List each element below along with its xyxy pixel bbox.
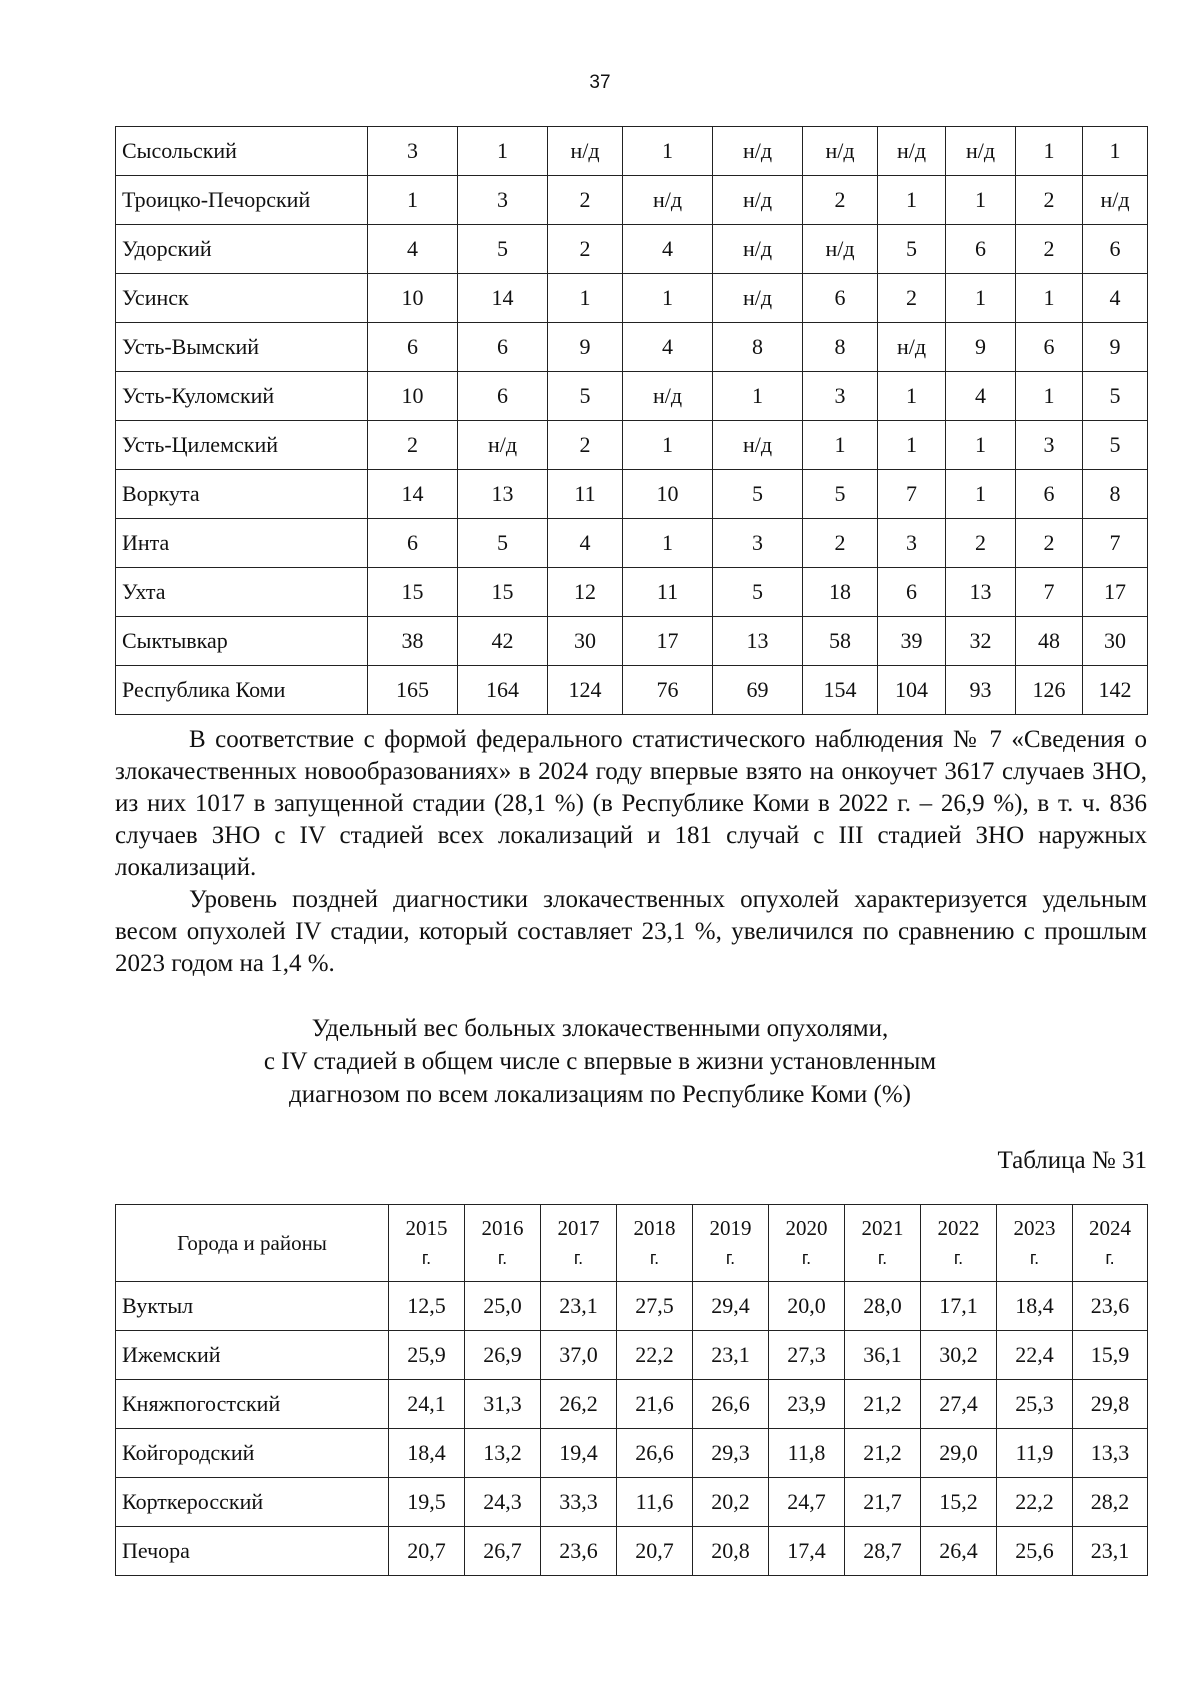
table-cell: 3 (368, 127, 458, 176)
row-name: Сыктывкар (116, 617, 368, 666)
caption-line-3: диагнозом по всем локализациям по Республике Коми (%) (289, 1081, 911, 1108)
header-year (845, 1205, 921, 1282)
table-cell: 29,8 (1073, 1380, 1148, 1429)
year-value: 2021 (861, 1216, 904, 1240)
table-cell: 18,4 (389, 1429, 465, 1478)
table-cell: 1 (946, 176, 1016, 225)
table-cell: 2 (368, 421, 458, 470)
table-cell: 23,6 (541, 1527, 617, 1576)
table-cell: 12 (548, 568, 623, 617)
table-cell: 3 (878, 519, 946, 568)
table-cell: 5 (1083, 421, 1148, 470)
table-cell: 3 (1016, 421, 1083, 470)
table-cell: н/д (803, 127, 878, 176)
table-cell: 17,4 (769, 1527, 845, 1576)
table-number-label: Таблица № 31 (997, 1147, 1147, 1174)
table-cell: 2 (803, 519, 878, 568)
table-cell: 26,6 (617, 1429, 693, 1478)
table-cell: 48 (1016, 617, 1083, 666)
table-cell: 21,7 (845, 1478, 921, 1527)
table-cell: 1 (1016, 372, 1083, 421)
stage-iv-share-table (115, 1204, 1148, 1576)
stage-iv-table-body (116, 1282, 1148, 1576)
table-cell: 14 (368, 470, 458, 519)
table-cell: 27,5 (617, 1282, 693, 1331)
table-cell: 1 (878, 372, 946, 421)
table-cell: 1 (946, 470, 1016, 519)
table-cell: н/д (713, 127, 803, 176)
table-cell: н/д (623, 372, 713, 421)
table-cell: 15 (368, 568, 458, 617)
table-cell: 22,2 (617, 1331, 693, 1380)
table-cell: 2 (1016, 225, 1083, 274)
table-cell: 5 (878, 225, 946, 274)
table-row (116, 225, 1148, 274)
table-cell: 11 (623, 568, 713, 617)
table-cell: н/д (878, 127, 946, 176)
table-cell: н/д (623, 176, 713, 225)
year-suffix: г. (1105, 1248, 1115, 1268)
table-cell: 26,4 (921, 1527, 997, 1576)
year-suffix: г. (877, 1248, 888, 1268)
paragraph-registration-text: В соответствие с формой федерального статистического наблюдения № 7 «Сведения о злокачественных новообразованиях» в 2024 году впервые взято на онкоучет 3617 случаев ЗНО, из них 1017 в запущенной стадии (28,1 %) (в Республике Коми в 2022 г. – 26,9 %), в т. ч. 836 случаев ЗНО с IV стадией всех локализаций и 181 случай с III стадией ЗНО наружных локализаций. (115, 726, 1147, 881)
table-cell: 1 (623, 421, 713, 470)
table-cell: 1 (458, 127, 548, 176)
table-cell: 1 (1016, 274, 1083, 323)
row-name: Койгородский (116, 1429, 389, 1478)
table-cell: 42 (458, 617, 548, 666)
table-cell: 15 (458, 568, 548, 617)
caption-line-2: с IV стадией в общем числе с впервые в жизни установленным (263, 1048, 937, 1075)
year-value: 2015 (405, 1216, 448, 1240)
table-cell: 104 (878, 666, 946, 715)
table-cell: 19,4 (541, 1429, 617, 1478)
row-name: Княжпогостский (116, 1380, 389, 1429)
table-cell: 26,9 (465, 1331, 541, 1380)
table-cell: 6 (803, 274, 878, 323)
year-suffix: г. (953, 1248, 964, 1268)
table-cell: 28,7 (845, 1527, 921, 1576)
table-cell: 38 (368, 617, 458, 666)
year-suffix: г. (573, 1248, 584, 1268)
table-cell: 126 (1016, 666, 1083, 715)
table-cell: 4 (548, 519, 623, 568)
table-cell: 10 (623, 470, 713, 519)
table-cell: 6 (1016, 323, 1083, 372)
cases-table-continued (115, 126, 1148, 715)
table-cell: н/д (713, 225, 803, 274)
table-cell: 25,6 (997, 1527, 1073, 1576)
year-value: 2023 (1013, 1216, 1056, 1240)
header-year (617, 1205, 693, 1282)
table-cell: 1 (623, 274, 713, 323)
table-cell: 1 (368, 176, 458, 225)
table-cell: 30 (1083, 617, 1148, 666)
table-cell: 4 (623, 323, 713, 372)
table-row (116, 1331, 1148, 1380)
table-caption (0, 1012, 1200, 1111)
table-cell: 9 (548, 323, 623, 372)
table-cell: 3 (458, 176, 548, 225)
table-row (116, 1527, 1148, 1576)
table-cell: 7 (1083, 519, 1148, 568)
table-cell: 13 (713, 617, 803, 666)
table-cell: 6 (878, 568, 946, 617)
table-cell: 13,2 (465, 1429, 541, 1478)
table-cell: 15,2 (921, 1478, 997, 1527)
table-cell: 27,4 (921, 1380, 997, 1429)
year-suffix: г. (649, 1248, 660, 1268)
table-cell: 4 (1083, 274, 1148, 323)
stage-iv-header-row (116, 1205, 1148, 1282)
row-name: Инта (116, 519, 368, 568)
header-year (693, 1205, 769, 1282)
table-cell: 6 (946, 225, 1016, 274)
row-name: Вуктыл (116, 1282, 389, 1331)
table-cell: 142 (1083, 666, 1148, 715)
year-suffix: г. (421, 1248, 432, 1268)
table-cell: 20,0 (769, 1282, 845, 1331)
table-cell: 20,7 (389, 1527, 465, 1576)
table-cell: 23,6 (1073, 1282, 1148, 1331)
header-year (769, 1205, 845, 1282)
table-cell: 31,3 (465, 1380, 541, 1429)
table-cell: 154 (803, 666, 878, 715)
table-row (116, 323, 1148, 372)
paragraph-late-diagnosis (115, 884, 1147, 980)
table-cell: н/д (458, 421, 548, 470)
year-suffix: г. (725, 1248, 736, 1268)
table-cell: 28,2 (1073, 1478, 1148, 1527)
year-value: 2017 (557, 1216, 600, 1240)
table-cell: 6 (458, 372, 548, 421)
row-name: Удорский (116, 225, 368, 274)
table-row (116, 1478, 1148, 1527)
row-name: Ижемский (116, 1331, 389, 1380)
table-cell: 8 (713, 323, 803, 372)
table-cell: 58 (803, 617, 878, 666)
table-cell: н/д (946, 127, 1016, 176)
header-year (541, 1205, 617, 1282)
table-cell: 15,9 (1073, 1331, 1148, 1380)
table-row (116, 274, 1148, 323)
table-row (116, 568, 1148, 617)
table-cell: 32 (946, 617, 1016, 666)
caption-line-1: Удельный вес больных злокачественными опухолями, (311, 1015, 889, 1042)
table-cell: 3 (803, 372, 878, 421)
table-cell: 24,1 (389, 1380, 465, 1429)
table-cell: 1 (623, 127, 713, 176)
table-cell: 13 (458, 470, 548, 519)
table-cell: 8 (803, 323, 878, 372)
table-cell: 6 (368, 519, 458, 568)
table-cell: 11,6 (617, 1478, 693, 1527)
table-cell: 2 (1016, 176, 1083, 225)
paragraph-registration (115, 724, 1147, 884)
table-cell: 26,7 (465, 1527, 541, 1576)
table-row (116, 519, 1148, 568)
table-cell: 5 (458, 519, 548, 568)
table-row (116, 666, 1148, 715)
table-cell: 9 (946, 323, 1016, 372)
table-cell: 24,7 (769, 1478, 845, 1527)
table-cell: 27,3 (769, 1331, 845, 1380)
table-row (116, 1380, 1148, 1429)
table-cell: н/д (713, 274, 803, 323)
table-cell: 6 (368, 323, 458, 372)
table-cell: 22,4 (997, 1331, 1073, 1380)
table-cell: 20,2 (693, 1478, 769, 1527)
table-cell: 18,4 (997, 1282, 1073, 1331)
table-cell: 11 (548, 470, 623, 519)
table-cell: 10 (368, 274, 458, 323)
table-cell: 26,6 (693, 1380, 769, 1429)
table-cell: 76 (623, 666, 713, 715)
table-cell: 37,0 (541, 1331, 617, 1380)
year-suffix: г. (497, 1248, 508, 1268)
table-cell: 93 (946, 666, 1016, 715)
table-cell: 1 (1083, 127, 1148, 176)
table-cell: н/д (1083, 176, 1148, 225)
row-name: Воркута (116, 470, 368, 519)
table-row (116, 1282, 1148, 1331)
table-cell: 30,2 (921, 1331, 997, 1380)
table-row (116, 617, 1148, 666)
table-cell: 6 (1016, 470, 1083, 519)
table-cell: 24,3 (465, 1478, 541, 1527)
table-cell: 17,1 (921, 1282, 997, 1331)
table-cell: 20,7 (617, 1527, 693, 1576)
table-cell: 21,2 (845, 1429, 921, 1478)
table-cell: 28,0 (845, 1282, 921, 1331)
table-cell: 7 (878, 470, 946, 519)
table-cell: 13 (946, 568, 1016, 617)
table-cell: 2 (803, 176, 878, 225)
table-cell: 2 (878, 274, 946, 323)
header-year (465, 1205, 541, 1282)
header-year (1073, 1205, 1148, 1282)
row-name: Республика Коми (116, 666, 368, 715)
table-cell: 30 (548, 617, 623, 666)
table-cell: 6 (458, 323, 548, 372)
row-name: Сысольский (116, 127, 368, 176)
year-suffix: г. (1029, 1248, 1040, 1268)
row-name: Усть-Куломский (116, 372, 368, 421)
table-cell: 23,1 (1073, 1527, 1148, 1576)
year-value: 2018 (633, 1216, 676, 1240)
table-cell: 10 (368, 372, 458, 421)
year-value: 2022 (937, 1216, 980, 1240)
header-cities-districts: Города и районы (116, 1205, 389, 1282)
table-cell: 13,3 (1073, 1429, 1148, 1478)
table-cell: 1 (548, 274, 623, 323)
table-cell: 5 (713, 470, 803, 519)
table-cell: 25,3 (997, 1380, 1073, 1429)
table-cell: 36,1 (845, 1331, 921, 1380)
row-name: Усть-Цилемский (116, 421, 368, 470)
row-name: Ухта (116, 568, 368, 617)
table-cell: 5 (713, 568, 803, 617)
table-cell: н/д (878, 323, 946, 372)
table-cell: 23,9 (769, 1380, 845, 1429)
table-cell: н/д (803, 225, 878, 274)
row-name: Печора (116, 1527, 389, 1576)
table-cell: 1 (623, 519, 713, 568)
cases-table-body (116, 127, 1148, 715)
table-row (116, 1429, 1148, 1478)
table-cell: 2 (548, 176, 623, 225)
table-cell: 21,2 (845, 1380, 921, 1429)
table-cell: н/д (548, 127, 623, 176)
table-cell: 4 (623, 225, 713, 274)
year-value: 2020 (785, 1216, 828, 1240)
table-cell: 5 (1083, 372, 1148, 421)
table-cell: 2 (548, 225, 623, 274)
table-cell: 5 (458, 225, 548, 274)
table-cell: 3 (713, 519, 803, 568)
year-value: 2016 (481, 1216, 524, 1240)
table-cell: 23,1 (541, 1282, 617, 1331)
table-cell: 19,5 (389, 1478, 465, 1527)
table-cell: 18 (803, 568, 878, 617)
page-number: 37 (589, 72, 611, 93)
table-cell: 11,8 (769, 1429, 845, 1478)
table-cell: 1 (1016, 127, 1083, 176)
table-cell: 7 (1016, 568, 1083, 617)
table-cell: 25,9 (389, 1331, 465, 1380)
year-suffix: г. (801, 1248, 812, 1268)
table-cell: 124 (548, 666, 623, 715)
table-cell: 5 (548, 372, 623, 421)
table-cell: 1 (803, 421, 878, 470)
header-year (921, 1205, 997, 1282)
year-value: 2019 (709, 1216, 752, 1240)
year-value: 2024 (1089, 1216, 1131, 1240)
table-cell: 6 (1083, 225, 1148, 274)
table-cell: 26,2 (541, 1380, 617, 1429)
table-cell: 164 (458, 666, 548, 715)
table-cell: 2 (548, 421, 623, 470)
table-cell: 17 (623, 617, 713, 666)
table-cell: 1 (878, 176, 946, 225)
table-cell: 11,9 (997, 1429, 1073, 1478)
table-cell: 20,8 (693, 1527, 769, 1576)
table-cell: н/д (713, 421, 803, 470)
table-cell: 5 (803, 470, 878, 519)
table-row (116, 176, 1148, 225)
table-cell: 1 (713, 372, 803, 421)
header-year (997, 1205, 1073, 1282)
table-cell: 39 (878, 617, 946, 666)
table-cell: 1 (946, 421, 1016, 470)
table-cell: 14 (458, 274, 548, 323)
table-cell: 33,3 (541, 1478, 617, 1527)
header-year (389, 1205, 465, 1282)
table-row (116, 372, 1148, 421)
table-cell: 4 (368, 225, 458, 274)
row-name: Корткеросский (116, 1478, 389, 1527)
row-name: Усинск (116, 274, 368, 323)
table-cell: 29,3 (693, 1429, 769, 1478)
table-cell: н/д (713, 176, 803, 225)
table-row (116, 470, 1148, 519)
table-cell: 2 (946, 519, 1016, 568)
table-cell: 12,5 (389, 1282, 465, 1331)
table-cell: 21,6 (617, 1380, 693, 1429)
row-name: Троицко-Печорский (116, 176, 368, 225)
table-row (116, 421, 1148, 470)
table-cell: 8 (1083, 470, 1148, 519)
table-cell: 69 (713, 666, 803, 715)
paragraph-late-diagnosis-text: Уровень поздней диагностики злокачественных опухолей характеризуется удельным весом опухолей IV стадии, который составляет 23,1 %, увеличился по сравнению с прошлым 2023 годом на 1,4 %. (115, 886, 1147, 977)
table-cell: 1 (878, 421, 946, 470)
table-cell: 17 (1083, 568, 1148, 617)
table-cell: 25,0 (465, 1282, 541, 1331)
row-name: Усть-Вымский (116, 323, 368, 372)
table-cell: 29,4 (693, 1282, 769, 1331)
table-cell: 2 (1016, 519, 1083, 568)
table-cell: 9 (1083, 323, 1148, 372)
table-row (116, 127, 1148, 176)
table-cell: 29,0 (921, 1429, 997, 1478)
table-cell: 23,1 (693, 1331, 769, 1380)
table-cell: 1 (946, 274, 1016, 323)
table-cell: 4 (946, 372, 1016, 421)
table-cell: 165 (368, 666, 458, 715)
table-cell: 22,2 (997, 1478, 1073, 1527)
